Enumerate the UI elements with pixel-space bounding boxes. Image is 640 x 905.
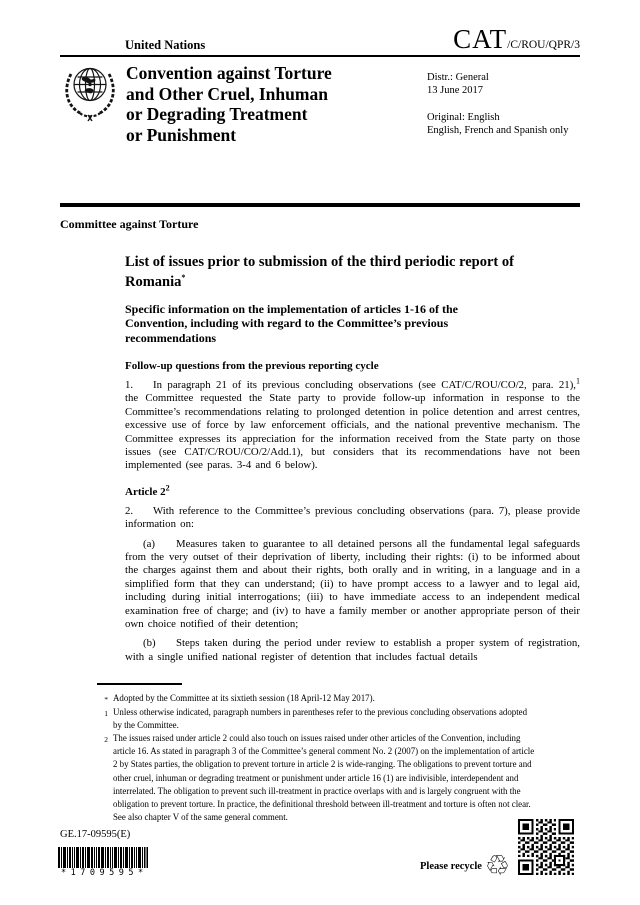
recycle-icon: ♲ (484, 849, 511, 882)
please-recycle-label: Please recycle (420, 860, 482, 872)
report-subtitle: Specific information on the implementation of articles 1-16 of the Convention, including with regard to the Committee’s previous recommendations (125, 302, 458, 345)
original-language-label: Original: English (427, 112, 500, 123)
paragraph-2a-label: (a) (143, 537, 155, 550)
footnote-adoption (97, 692, 557, 706)
convention-title (126, 63, 332, 145)
un-emblem-icon (62, 60, 118, 124)
ge-document-number: GE.17-09595(E) (60, 829, 131, 840)
footnote-2 (97, 732, 557, 824)
footnote-marker: 1 (104, 709, 108, 719)
paragraph-2b-label: (b) (143, 637, 156, 650)
convention-title-line: or Punishment (126, 124, 237, 145)
qr-code (518, 819, 574, 875)
info-spacer (427, 97, 587, 111)
document-symbol-main: CAT (453, 24, 508, 54)
paragraph-2 (125, 505, 580, 532)
committee-label: Committee against Torture (60, 217, 199, 231)
footnote-text: The issues raised under article 2 could also touch on issues raised under other articles of the Convention, including article 16. As stated in paragraph 3 of the Committee’s general comment No. 2 (2007) on the implementation of article 2 by States parties, the obligation to prevent torture in article 2 is wide-ranging. The obligations to prevent torture and other cruel, inhuman or degrading treatment or punishment under article 16 (1) are indivisible, interdependent and interrelated. The obligation to prevent such ill-treatment in practice overlaps with and is largely congruent with the obligation to prevent torture. In practice, the definitional threshold between ill-treatment and torture is often not clear. See also chapter V of the same general comment. (113, 733, 535, 822)
footnote-text: Unless otherwise indicated, paragraph numbers in parentheses refer to the previous concluding observations adopted by the Committee. (113, 707, 528, 731)
paragraph-2a (125, 538, 580, 632)
footnote-marker: 2 (104, 735, 108, 745)
header-divider-bar (60, 203, 580, 207)
footnote-1 (97, 706, 557, 732)
report-title-text: List of issues prior to submission of the third periodic report of Romania (125, 254, 514, 290)
footnotes-section (97, 683, 557, 824)
barcode-digits: *1709595* (61, 868, 148, 878)
paragraph-2a-text: Measures taken to guarantee to all detained persons all the fundamental legal safeguards from the very outset of their deprivation of liberty, including their rights: (i) to be informed about the charges against them and about their rights, both orally and in writing, in a language and in a simplified form that they can understand; (ii) to have prompt access to a lawyer and to legal aid, including during initial interrogations; (iii) to have immediate access to an independent medical examination free of charge; and (iv) to have a family member or another appropriate person of their own choice notified of their detention; (125, 537, 580, 630)
paragraph-2-text: With reference to the Committee’s previous concluding observations (para. 7), please provide information on: (125, 504, 580, 531)
footnote-text: Adopted by the Committee at its sixtieth session (18 April-12 May 2017). (113, 693, 375, 703)
paragraph-1-number: 1. (125, 378, 134, 391)
document-info (427, 71, 587, 137)
paragraph-1 (125, 376, 580, 473)
un-header-org: United Nations (125, 38, 206, 52)
distr-date: 13 June 2017 (427, 85, 483, 96)
convention-title-line: or Degrading Treatment (126, 104, 308, 124)
paragraph-2-number: 2. (125, 504, 134, 517)
footnote-ref-1: 1 (576, 376, 580, 386)
convention-title-line: Convention against Torture (126, 63, 332, 83)
convention-title-line: and Other Cruel, Inhuman (126, 83, 328, 104)
document-symbol-suffix: /C/ROU/QPR/3 (507, 39, 580, 51)
paragraph-1-text: In paragraph 21 of its previous concluding observations (see CAT/C/ROU/CO/2, para. 21), (153, 378, 576, 391)
footnote-marker: * (104, 695, 108, 704)
article-2-heading (125, 483, 580, 499)
please-recycle (420, 849, 511, 882)
document-symbol (453, 24, 580, 55)
main-content (125, 252, 580, 664)
footnote-ref-2: 2 (165, 483, 170, 493)
footnote-rule (97, 683, 182, 685)
title-footnote-marker: * (181, 273, 186, 283)
header-rule (60, 55, 580, 57)
article-2-label: Article 2 (125, 485, 166, 498)
barcode (58, 847, 148, 868)
paragraph-2b (125, 637, 580, 664)
languages-label: English, French and Spanish only (427, 125, 569, 136)
paragraph-2b-text: Steps taken during the period under review to establish a proper system of registration, with a single unified national register of detention that includes factual details (125, 637, 580, 663)
paragraph-1-text-cont: the Committee requested the State party to provide follow-up information in response to the Committee’s recommendations relating to prolonged detention in police detention and arrest centres, excessive use of force by law enforcement officials, and the national preventive mechanism. The Committee expresses its appreciation for the information received from the State party on those issues (see CAT/C/ROU/CO/2/Add.1), but considers that its recommendations have not been implemented (see paras. 3-4 and 6 below). (125, 392, 580, 472)
report-title (125, 252, 575, 292)
section-heading: Follow-up questions from the previous reporting cycle (125, 359, 379, 372)
distr-label: Distr.: General (427, 72, 489, 83)
